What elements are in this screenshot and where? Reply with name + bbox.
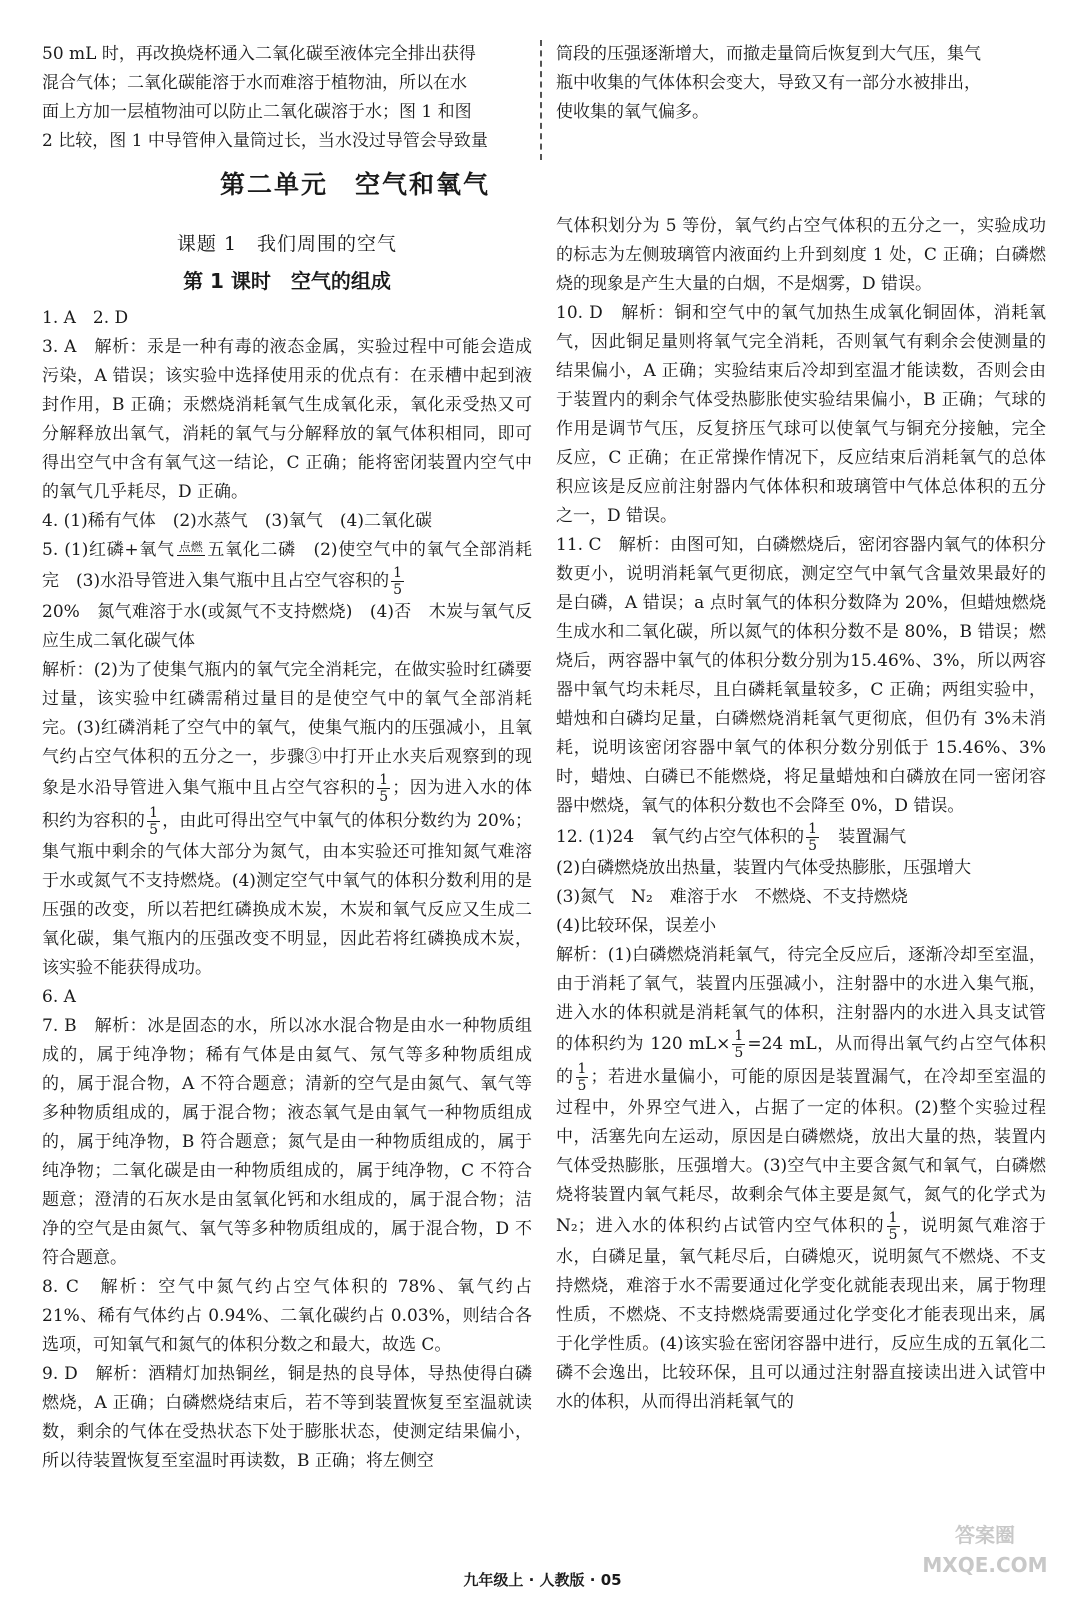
answer-12-part-4: (3)氮气 N₂ 难溶于水 不燃烧、不支持燃烧 [556,887,908,907]
answer-5-part-1: 5. (1)红磷+氧气 [42,540,175,560]
left-answer-column [42,222,532,1476]
fraction-1-5 [806,821,819,854]
answer-12-analysis-7: ，说明氮气难溶于水， [556,1216,1047,1267]
fraction-denominator: 5 [888,1227,898,1243]
unit-title: 第二单元 空气和氧气 [220,170,491,199]
watermark-line-1: 答案圈 [955,1523,1015,1547]
answer-11: 11. C 解析：由图可知，白磷燃烧后，密闭容器内氧气的体积分数更小，说明消耗氧气更彻底，测定空气中氧气含量效果最好的是白磷，A 错误；a 点时氧气的体积分数降为 20%，但蜡烛燃烧生成水和二氧化碳，所以氮气的体积分数不是 80%，B 错误；燃烧后，两容器中氧气的体积分数分别为15.46%、3%，所以两容器中氧气均未耗尽，且白磷耗氧量较多，C 正确；两组实验中，蜡烛和白磷均足量，白磷燃烧消耗氧气更彻底，但仍有 3%未消耗，说明该密闭容器中氧气的体积分数分别低于 15.46%、3%时，蜡烛、白磷已不能燃烧，将足量蜡烛和白磷放在同一密闭容器中燃烧，氧气的体积分数也不会降至 0%，D 错误。 [556,535,1046,816]
top-left-line-2: 混合气体；二氧化碳能溶于水而难溶于植物油，所以在水 [42,73,467,93]
answer-12-analysis-4: 出氧气约占空气体积的 [556,1034,1046,1087]
top-right-line-3: 使收集的氧气偏多。 [556,102,709,122]
answer-5-analysis-5: 空气中氧气的体积分数约为 20%；集气瓶中剩余的气体大部分为氮气，由本实验还可推知氮气难溶于水或氮气不支持燃烧。(4)测定空气中氧气的体积分数利用的是压强的改变，所以若把红磷换成木炭，木炭和氧气反应又生成二氧化碳，集气瓶内的压强改变不明显，因此若将红磷换成木炭，该实验不能获得成功。 [42,811,532,978]
answer-5-analysis-1: 解析：(2)为了使集气瓶内的氧气完全消耗完，在做实验时红磷要过量，该实验中红磷需稍过量目的是使空气中的氧气全部消耗完。(3)红磷消耗了空气中的氧气，使集气瓶内的压强减小，且氧气约占空气体积的五分之一，步骤③中打开止水夹后观察到的现象是水沿导管进入集气瓶中且占空 [42,660,532,798]
fraction-numerator: 1 [393,565,403,581]
top-right-line-2: 瓶中收集的气体体积会变大，导致又有一部分水被排出， [556,73,981,93]
answer-4: 4. (1)稀有气体 (2)水蒸气 (3)氧气 (4)二氧化碳 [42,511,432,531]
fraction-numerator: 1 [888,1210,898,1226]
lesson-title: 课题 1 我们周围的空气 [176,233,398,255]
answer-5-analysis [42,656,532,983]
fraction-numerator: 1 [149,805,159,821]
answer-12-analysis-5: ；若进水量偏小，可能的原因是装置漏气，在冷却至室温的过程中，外界空气进入，占据了一定的体积。(2)整个实验过程中，活塞先向左运动，原因是白磷燃烧，放出大量的热，装置内气体受热膨胀，压强增大。(3)空气中主要含氮气和氧气，白磷燃烧将装置内氧气耗尽，故剩余气体主要是氮气，氮气的化学式为 N₂；进入 [556,1067,1047,1236]
answer-10: 10. D 解析：铜和空气中的氧气加热生成氧化铜固体，消耗氧气，因此铜足量则将氧气完全消耗，否则氧气有剩余会使测量的结果偏小，A 正确；实验结束后冷却到室温才能读数，否则会由于装置内的剩余气体受热膨胀使实验结果偏小，B 正确；气球的作用是调节气压，反复挤压气球可以使氧气与铜充分接触，完全反应，C 正确；在正常操作情况下，反应结束后消耗氧气的总体积应该是反应前注射器内气体体积和玻璃管中气体总体积的五分之一，D 错误。 [556,303,1046,526]
fraction-1-5 [377,772,390,805]
fraction-denominator: 5 [149,822,159,838]
right-top-column [556,40,1046,127]
fraction-denominator: 5 [734,1045,744,1061]
answer-6: 6. A [42,987,76,1007]
fraction-denominator: 5 [379,789,389,805]
answer-12-analysis-8: 白磷足量，氧气耗尽后，白磷熄灭，说明氮气不燃烧、不支持燃烧，难溶于水不需要通过化学变化就能表现出来，属于物理性质，不燃烧、不支持燃烧需要通过化学变化才能表现出来，属于化学性质。(4)该实验在密闭容器中进行，反应生成的五氧化二磷不会逸出，比较环保，且可以通过注射器直接读出进入试管中水的体积，从而得出消耗氧气的 [556,1247,1047,1412]
answer-12 [556,821,1046,854]
answer-5-analysis-3: ；因为进入水的体积约为容积的 [42,778,533,831]
answer-9: 9. D 解析：酒精灯加热铜丝，铜是热的良导体，导热使得白磷燃烧，A 正确；白磷燃烧结束后，若不等到装置恢复至室温就读数，剩余的气体在受热状态下处于膨胀状态，使测定结果偏小，所以待装置恢复至室温时再读数，B 正确；将左侧空 [42,1364,532,1471]
fraction-numerator: 1 [734,1028,744,1044]
fraction-numerator: 1 [379,772,389,788]
top-right-line-1: 筒段的压强逐渐增大，而撤走量筒后恢复到大气压，集气 [556,44,981,64]
fraction-numerator: 1 [577,1061,587,1077]
right-answer-column [556,212,1046,1417]
fraction-denominator: 5 [393,582,403,598]
answer-12-part-1: 12. (1)24 氧气约占空气体积的 [556,827,805,847]
column-divider [540,40,542,160]
fraction-1-5 [391,565,404,598]
fraction-1-5 [576,1061,589,1094]
answer-12-analysis-3: =24 mL，从而得 [747,1034,888,1054]
top-left-line-4: 2 比较，图 1 中导管伸入量筒过长，当水没过导管会导致量 [42,131,488,151]
answer-12-part-5: (4)比较环保，误差小 [556,916,717,936]
answer-3: 3. A 解析：汞是一种有毒的液态金属，实验过程中可能会造成污染，A 错误；该实验中选择使用汞的优点有：在汞槽中起到液封作用，B 正确；汞燃烧消耗氧气生成氧化汞，氧化汞受热又可分解释放出氧气，消耗的氧气与分解释放的氧气体积相同，即可得出空气中含有氧气这一结论，C 正确；能将密闭装置内空气中的氧气几乎耗尽，D 正确。 [42,337,532,502]
answer-5-analysis-2: 气容积的 [305,778,376,798]
answer-5-part-3: 20% 氮气难溶于水(或氮气不支持燃烧) (4)否 木炭与氧气反应生成二氧化碳气体 [42,602,532,651]
watermark-line-2: MXQE.COM [922,1553,1048,1577]
answer-7: 7. B 解析：冰是固态的水，所以冰水混合物是由水一种物质组成的，属于纯净物；稀有气体是由氦气、氖气等多种物质组成的，属于混合物，A 不符合题意；清新的空气是由氮气、氧气等多种物质组成的，属于混合物；液态氧气是由氧气一种物质组成的，属于纯净物，B 符合题意；氮气是由一种物质组成的，属于纯净物；二氧化碳是由一种物质组成的，属于纯净物，C 不符合题意；澄清的石灰水是由氢氧化钙和水组成的，属于混合物；洁净的空气是由氮气、氧气等多种物质组成的，属于混合物，D 不符合题意。 [42,1016,532,1268]
top-left-line-1: 50 mL 时，再改换烧杯通入二氧化碳至液体完全排出获得 [42,44,476,64]
answer-12-analysis-2: 的水进入具支试管的体积约为 120 mL× [556,1003,1047,1054]
answer-12-part-3: (2)白磷燃烧放出热量，装置内气体受热膨胀，压强增大 [556,858,972,878]
answer-1-2: 1. A 2. D [42,308,129,328]
answer-12-part-2: 装置漏气 [821,827,907,847]
fraction-numerator: 1 [808,821,818,837]
fraction-1-5 [732,1028,745,1061]
reaction-condition: 点燃 [178,540,203,554]
fraction-1-5 [887,1210,900,1243]
top-left-line-3: 面上方加一层植物油可以防止二氧化碳溶于水；图 1 和图 [42,102,472,122]
period-title: 第 1 课时 空气的组成 [183,269,391,293]
fraction-denominator: 5 [808,838,818,854]
answer-9-continued: 气体积划分为 5 等份，氧气约占空气体积的五分之一，实验成功的标志为左侧玻璃管内液面约上升到刻度 1 处，C 正确；白磷燃烧的现象是产生大量的白烟，不是烟雾，D 错误。 [556,216,1046,294]
answer-8: 8. C 解析：空气中氮气约占空气体积的 78%、氧气约占 21%、稀有气体约占 0.94%、二氧化碳约占 0.03%，则结合各选项，可知氧气和氮气的体积分数之和最大，故选 C。 [42,1277,532,1355]
answer-12-analysis [556,941,1046,1417]
fraction-1-5 [147,805,160,838]
left-top-column [42,40,532,156]
page-footer: 九年级上 · 人教版 · 05 [463,1571,622,1589]
answer-12-analysis-6: 水的体积约占试管内空气体积的 [631,1216,885,1236]
reaction-arrow [177,539,205,562]
answer-12-analysis-1: 解析：(1)白磷燃烧消耗氧气，待完全反应后，逐渐冷却至室温，由于消耗了氧气，装置内压强减小，注射器中的水进入集气瓶，进入水的体积就是消耗氧气的体积，注射器内 [556,945,1046,1023]
answer-5 [42,536,532,598]
answer-5-analysis-4: ，由此可得出 [162,811,266,831]
fraction-denominator: 5 [577,1078,587,1094]
answer-5-part-2: 五氧化二磷 (2)使空气中的氧气全部消耗完 (3)水沿导管进入集气瓶中且占空气容积的 [42,540,532,591]
